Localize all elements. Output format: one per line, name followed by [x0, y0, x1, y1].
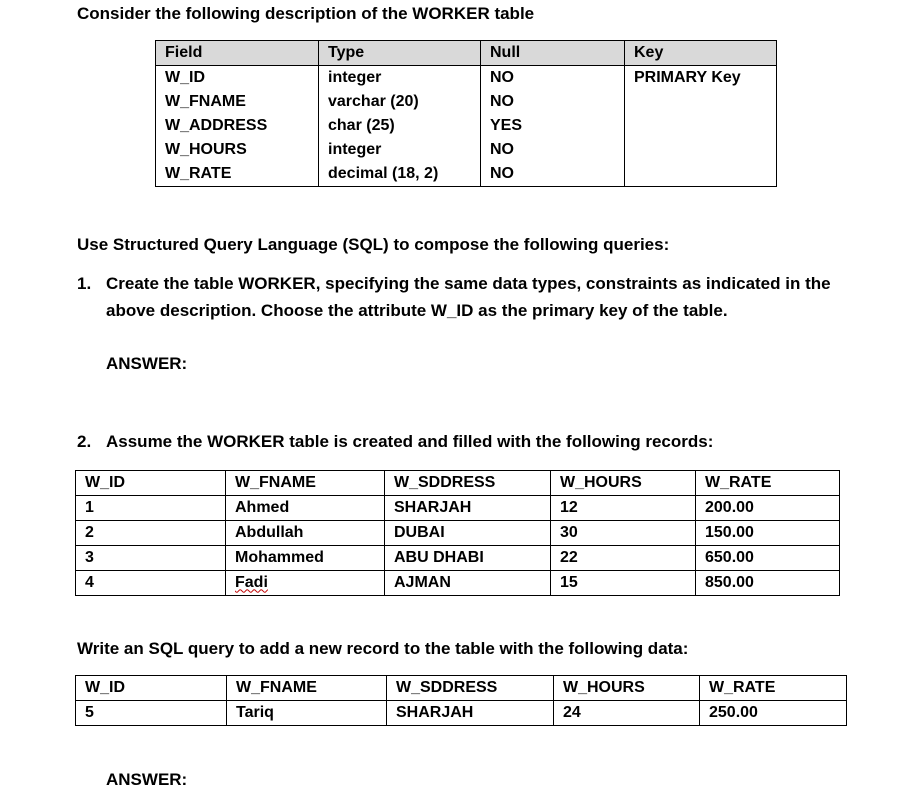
new-record-header-row — [76, 676, 847, 701]
cell-w-fname: Mohammed — [226, 546, 385, 571]
header-w-hours: W_HOURS — [551, 471, 696, 496]
cell-w-rate: 250.00 — [700, 701, 847, 726]
cell-w-id: 1 — [76, 496, 226, 521]
key-cell — [625, 162, 777, 187]
field-cell: W_HOURS — [156, 138, 319, 162]
answer-label-2: ANSWER: — [106, 770, 188, 789]
q1-text-line2: above description. Choose the attribute W_ID as the primary key of the table. — [106, 301, 728, 320]
table-row — [76, 571, 840, 596]
field-cell: W_ID — [156, 66, 319, 91]
cell-w-hours: 12 — [551, 496, 696, 521]
q2-instruction: Write an SQL query to add a new record to the table with the following data: — [77, 639, 689, 658]
header-w-id: W_ID — [76, 676, 227, 701]
cell-w-hours: 15 — [551, 571, 696, 596]
header-field: Field — [156, 41, 319, 66]
type-cell: varchar (20) — [319, 90, 481, 114]
cell-w-id: 2 — [76, 521, 226, 546]
cell-w-id: 3 — [76, 546, 226, 571]
cell-w-sddress: SHARJAH — [387, 701, 554, 726]
cell-w-fname: Tariq — [227, 701, 387, 726]
header-key: Key — [625, 41, 777, 66]
cell-w-id: 5 — [76, 701, 227, 726]
key-cell — [625, 90, 777, 114]
header-type: Type — [319, 41, 481, 66]
header-w-sddress: W_SDDRESS — [387, 676, 554, 701]
header-w-hours: W_HOURS — [554, 676, 700, 701]
null-cell: NO — [481, 66, 625, 91]
field-cell: W_RATE — [156, 162, 319, 187]
description-row — [156, 162, 777, 187]
answer-label-1: ANSWER: — [106, 354, 188, 373]
header-w-id: W_ID — [76, 471, 226, 496]
cell-w-sddress: AJMAN — [385, 571, 551, 596]
cell-w-rate: 650.00 — [696, 546, 840, 571]
records-header-row — [76, 471, 840, 496]
description-row — [156, 66, 777, 91]
type-cell: char (25) — [319, 114, 481, 138]
q2-number: 2. — [77, 432, 92, 451]
cell-w-hours: 22 — [551, 546, 696, 571]
key-cell — [625, 114, 777, 138]
field-cell: W_ADDRESS — [156, 114, 319, 138]
table-row — [76, 701, 847, 726]
header-null: Null — [481, 41, 625, 66]
q1-number: 1. — [77, 274, 92, 293]
q2-text: Assume the WORKER table is created and filled with the following records: — [106, 432, 714, 451]
cell-w-sddress: SHARJAH — [385, 496, 551, 521]
table-row — [76, 521, 840, 546]
cell-w-rate: 850.00 — [696, 571, 840, 596]
records-table — [75, 470, 840, 596]
type-cell: integer — [319, 66, 481, 91]
cell-w-rate: 200.00 — [696, 496, 840, 521]
field-cell: W_FNAME — [156, 90, 319, 114]
cell-w-sddress: DUBAI — [385, 521, 551, 546]
cell-w-id: 4 — [76, 571, 226, 596]
null-cell: NO — [481, 138, 625, 162]
cell-w-rate: 150.00 — [696, 521, 840, 546]
cell-w-fname — [226, 571, 385, 596]
description-row — [156, 138, 777, 162]
spellcheck-word: Fadi — [235, 573, 268, 591]
header-w-rate: W_RATE — [696, 471, 840, 496]
table-row — [76, 546, 840, 571]
header-w-fname: W_FNAME — [227, 676, 387, 701]
cell-w-hours: 30 — [551, 521, 696, 546]
key-cell — [625, 138, 777, 162]
sql-instruction: Use Structured Query Language (SQL) to compose the following queries: — [77, 235, 670, 254]
null-cell: NO — [481, 162, 625, 187]
header-w-rate: W_RATE — [700, 676, 847, 701]
cell-w-fname: Abdullah — [226, 521, 385, 546]
description-row — [156, 114, 777, 138]
cell-w-hours: 24 — [554, 701, 700, 726]
cell-w-sddress: ABU DHABI — [385, 546, 551, 571]
description-header-row — [156, 41, 777, 66]
null-cell: YES — [481, 114, 625, 138]
cell-w-fname: Ahmed — [226, 496, 385, 521]
new-record-table — [75, 675, 847, 726]
intro-text: Consider the following description of the WORKER table — [77, 4, 535, 23]
key-cell: PRIMARY Key — [625, 66, 777, 91]
null-cell: NO — [481, 90, 625, 114]
q1-text-line1: Create the table WORKER, specifying the same data types, constraints as indicated in the — [106, 274, 831, 293]
table-row — [76, 496, 840, 521]
header-w-sddress: W_SDDRESS — [385, 471, 551, 496]
header-w-fname: W_FNAME — [226, 471, 385, 496]
type-cell: integer — [319, 138, 481, 162]
type-cell: decimal (18, 2) — [319, 162, 481, 187]
description-table — [155, 40, 777, 187]
description-row — [156, 90, 777, 114]
